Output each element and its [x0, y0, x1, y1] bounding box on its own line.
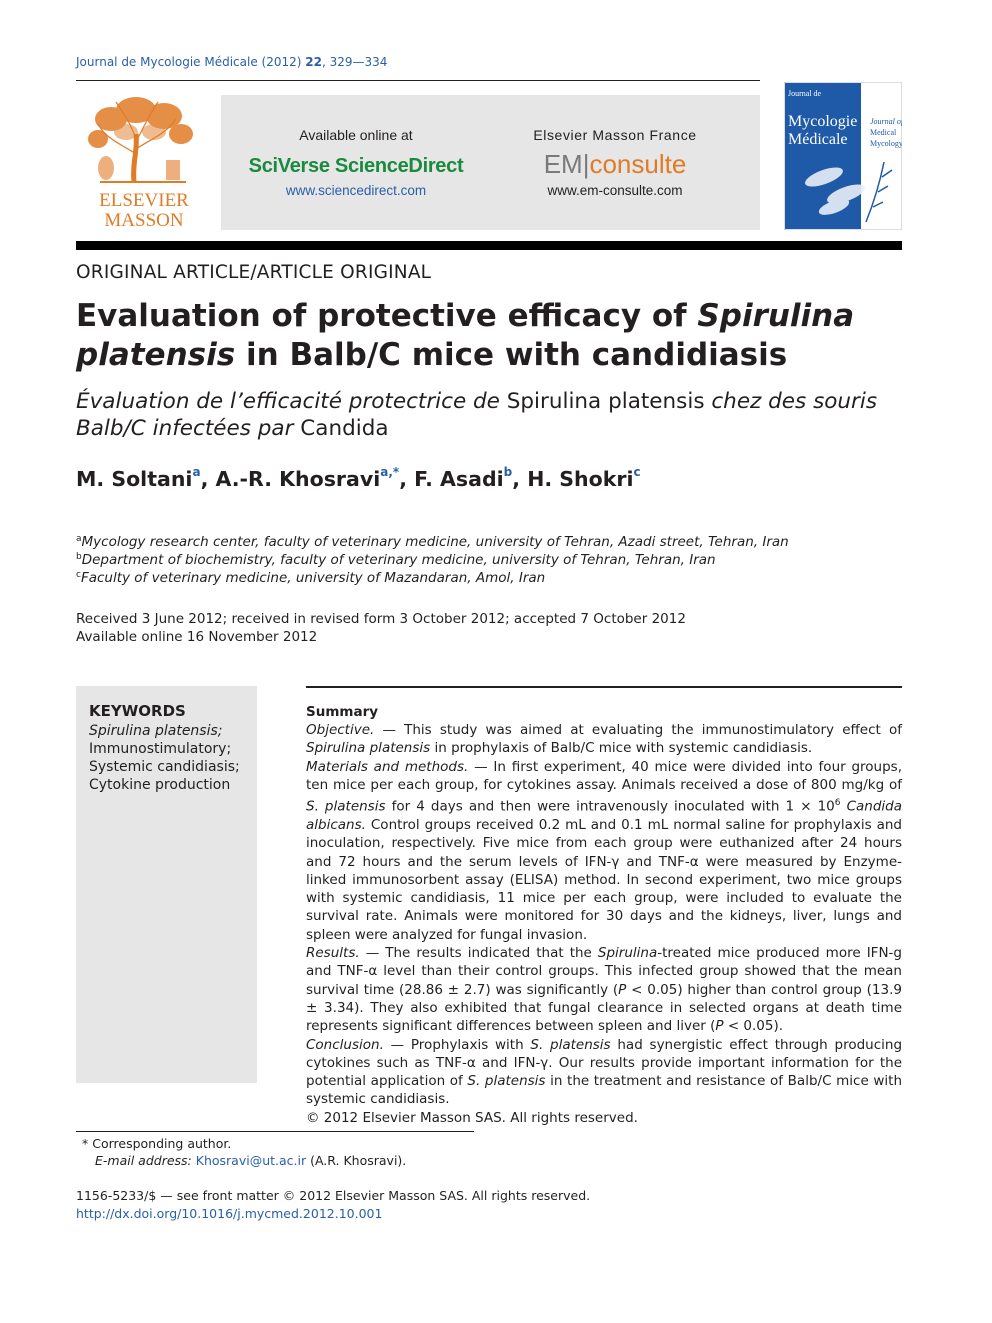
em-consulte-logo: EM|consulte — [543, 149, 687, 179]
svg-text:Medical: Medical — [870, 128, 897, 137]
summary-methods: Materials and methods. — In first experiment, 40 mice were divided into four groups, ten mice per each group, for cytokines assay. Animals received a dose of 800 mg/kg of S. platensis for 4 days and then were intravenously inoculated with $1 \times 10^6$ Candida albicans. Control groups received 0.2 mL and 0.1 mL normal saline for prophylaxis and inoculation, respectively. Five mice from each group were euthanized after 24 hours and 72 hours and the serum levels of IFN-γ and TNF-α were measured by Enzyme-linked immunosorbent assay (ELISA) method. In second experiment, two mice groups with systemic candidiasis, 11 mice per each group, were included to evaluate the survival rate. Animals were monitored for 30 days and the kidneys, liver, lungs and spleen were analyzed for fungal invasion. — [306, 758, 902, 943]
author-name: M. Soltani — [76, 467, 193, 491]
issn-line: 1156-5233/$ — see front matter © 2012 Elsevier Masson SAS. All rights reserved. — [76, 1188, 591, 1203]
author-affiliation-marker[interactable]: c — [633, 465, 641, 479]
received-dates: Received 3 June 2012; received in revised form 3 October 2012; accepted 7 October 2012 — [76, 611, 686, 627]
summary-body — [306, 721, 902, 1127]
keyword-item: Spirulina platensis; — [89, 723, 223, 739]
journal-cover-image — [784, 82, 902, 230]
affiliation-a: $^a$Mycology research center, faculty of veterinary medicine, university of Tehran, Azadi street, Tehran, Iran — [76, 534, 789, 550]
em-consulte-link[interactable]: www.em-consulte.com — [547, 183, 683, 198]
elsevier-masson-logo — [76, 94, 213, 231]
header-rule — [76, 80, 760, 81]
journal-reference[interactable] — [76, 55, 387, 69]
svg-text:Médicale: Médicale — [788, 131, 848, 148]
keywords-box — [76, 686, 257, 1083]
svg-text:ELSEVIER: ELSEVIER — [99, 190, 189, 211]
author-affiliation-marker[interactable]: b — [503, 465, 513, 479]
affiliation-b: $^b$Department of biochemistry, faculty of veterinary medicine, university of Tehran, Tehran, Iran — [76, 552, 716, 568]
header-thick-rule — [76, 241, 902, 250]
header-banner — [221, 95, 760, 230]
article-type: ORIGINAL ARTICLE/ARTICLE ORIGINAL — [76, 262, 432, 283]
author-name: H. Shokri — [527, 467, 634, 491]
em-logo-part: EM — [543, 149, 583, 179]
corresponding-author-note: * Corresponding author. — [82, 1136, 232, 1151]
available-online-label: Available online at — [299, 127, 413, 143]
svg-text:Mycologie: Mycologie — [788, 113, 858, 130]
svg-text:Mycology: Mycology — [870, 139, 902, 148]
elsevier-france-label: Elsevier Masson France — [533, 127, 697, 143]
author-list: M. Soltani$^a$, A.-R. Khosravi$^{a,*}$, F. Asadi$^b$, H. Shokri$^c$ — [76, 465, 641, 491]
email-link[interactable]: Khosravi@ut.ac.ir — [195, 1153, 307, 1168]
svg-text:MASSON: MASSON — [104, 210, 184, 231]
keywords-heading: KEYWORDS — [89, 702, 186, 720]
svg-text:Journal de: Journal de — [788, 89, 822, 98]
affiliation-c: $^c$Faculty of veterinary medicine, university of Mazandaran, Amol, Iran — [76, 570, 546, 586]
article-title: Evaluation of protective efficacy of Spirulina platensis in Balb/C mice with candidiasis — [76, 298, 855, 373]
consulte-logo-part: consulte — [589, 149, 687, 179]
journal-volume: 22 — [305, 55, 322, 69]
email-note: E-mail address: Khosravi@ut.ac.ir (A.R. Khosravi). — [95, 1153, 407, 1168]
doi-link[interactable]: http://dx.doi.org/10.1016/j.mycmed.2012.10.001 — [76, 1206, 383, 1221]
summary-objective: Objective. — This study was aimed at evaluating the immunostimulatory effect of Spirulina platensis in prophylaxis of Balb/C mice with systemic candidiasis. — [306, 722, 902, 757]
journal-pages: , 329—334 — [321, 55, 388, 69]
summary-copyright: © 2012 Elsevier Masson SAS. All rights reserved. — [306, 1109, 638, 1126]
svg-text:Journal of: Journal of — [870, 117, 902, 126]
keyword-item: Immunostimulatory; — [89, 741, 232, 757]
keyword-item: Cytokine production — [89, 777, 231, 793]
footnote-rule — [76, 1131, 474, 1132]
summary-conclusion: Conclusion. — Prophylaxis with S. platensis had synergistic effect through producing cytokines such as TNF-α and IFN-γ. Our results provide important information for the potential application of S. platensis in the treatment and resistance of Balb/C mice with systemic candidiasis. — [306, 1036, 903, 1108]
author-affiliation-marker[interactable]: a,* — [380, 465, 400, 479]
summary-rule — [306, 686, 902, 688]
journal-cover — [784, 82, 902, 230]
author-affiliation-marker[interactable]: a — [192, 465, 201, 479]
article-french-title: Évaluation de l’efficacité protectrice de Spirulina platensis chez des souris Balb/C infectées par Candida — [76, 389, 878, 441]
author-name: A.-R. Khosravi — [215, 467, 381, 491]
elsevier-tree-icon — [76, 94, 213, 231]
summary-heading: Summary — [306, 704, 379, 720]
available-online-date: Available online 16 November 2012 — [76, 629, 318, 645]
sciencedirect-link[interactable]: www.sciencedirect.com — [285, 183, 427, 198]
summary-results: Results. — The results indicated that the Spirulina-treated mice produced more IFN-g and TNF-α level than their control groups. This infected group showed that the mean survival time (28.86 ± 2.7) was significantly (P < 0.05) higher than control group (13.9 ± 3.34). They also exhibited that fungal clearance in selected organs at death time represents significant differences between spleen and liver (P < 0.05). — [306, 945, 902, 1035]
journal-name: Journal de Mycologie Médicale (2012) — [76, 55, 302, 69]
sciverse-logo: SciVerse ScienceDirect — [248, 155, 464, 177]
keyword-item: Systemic candidiasis; — [89, 759, 240, 775]
author-name: F. Asadi — [414, 467, 504, 491]
